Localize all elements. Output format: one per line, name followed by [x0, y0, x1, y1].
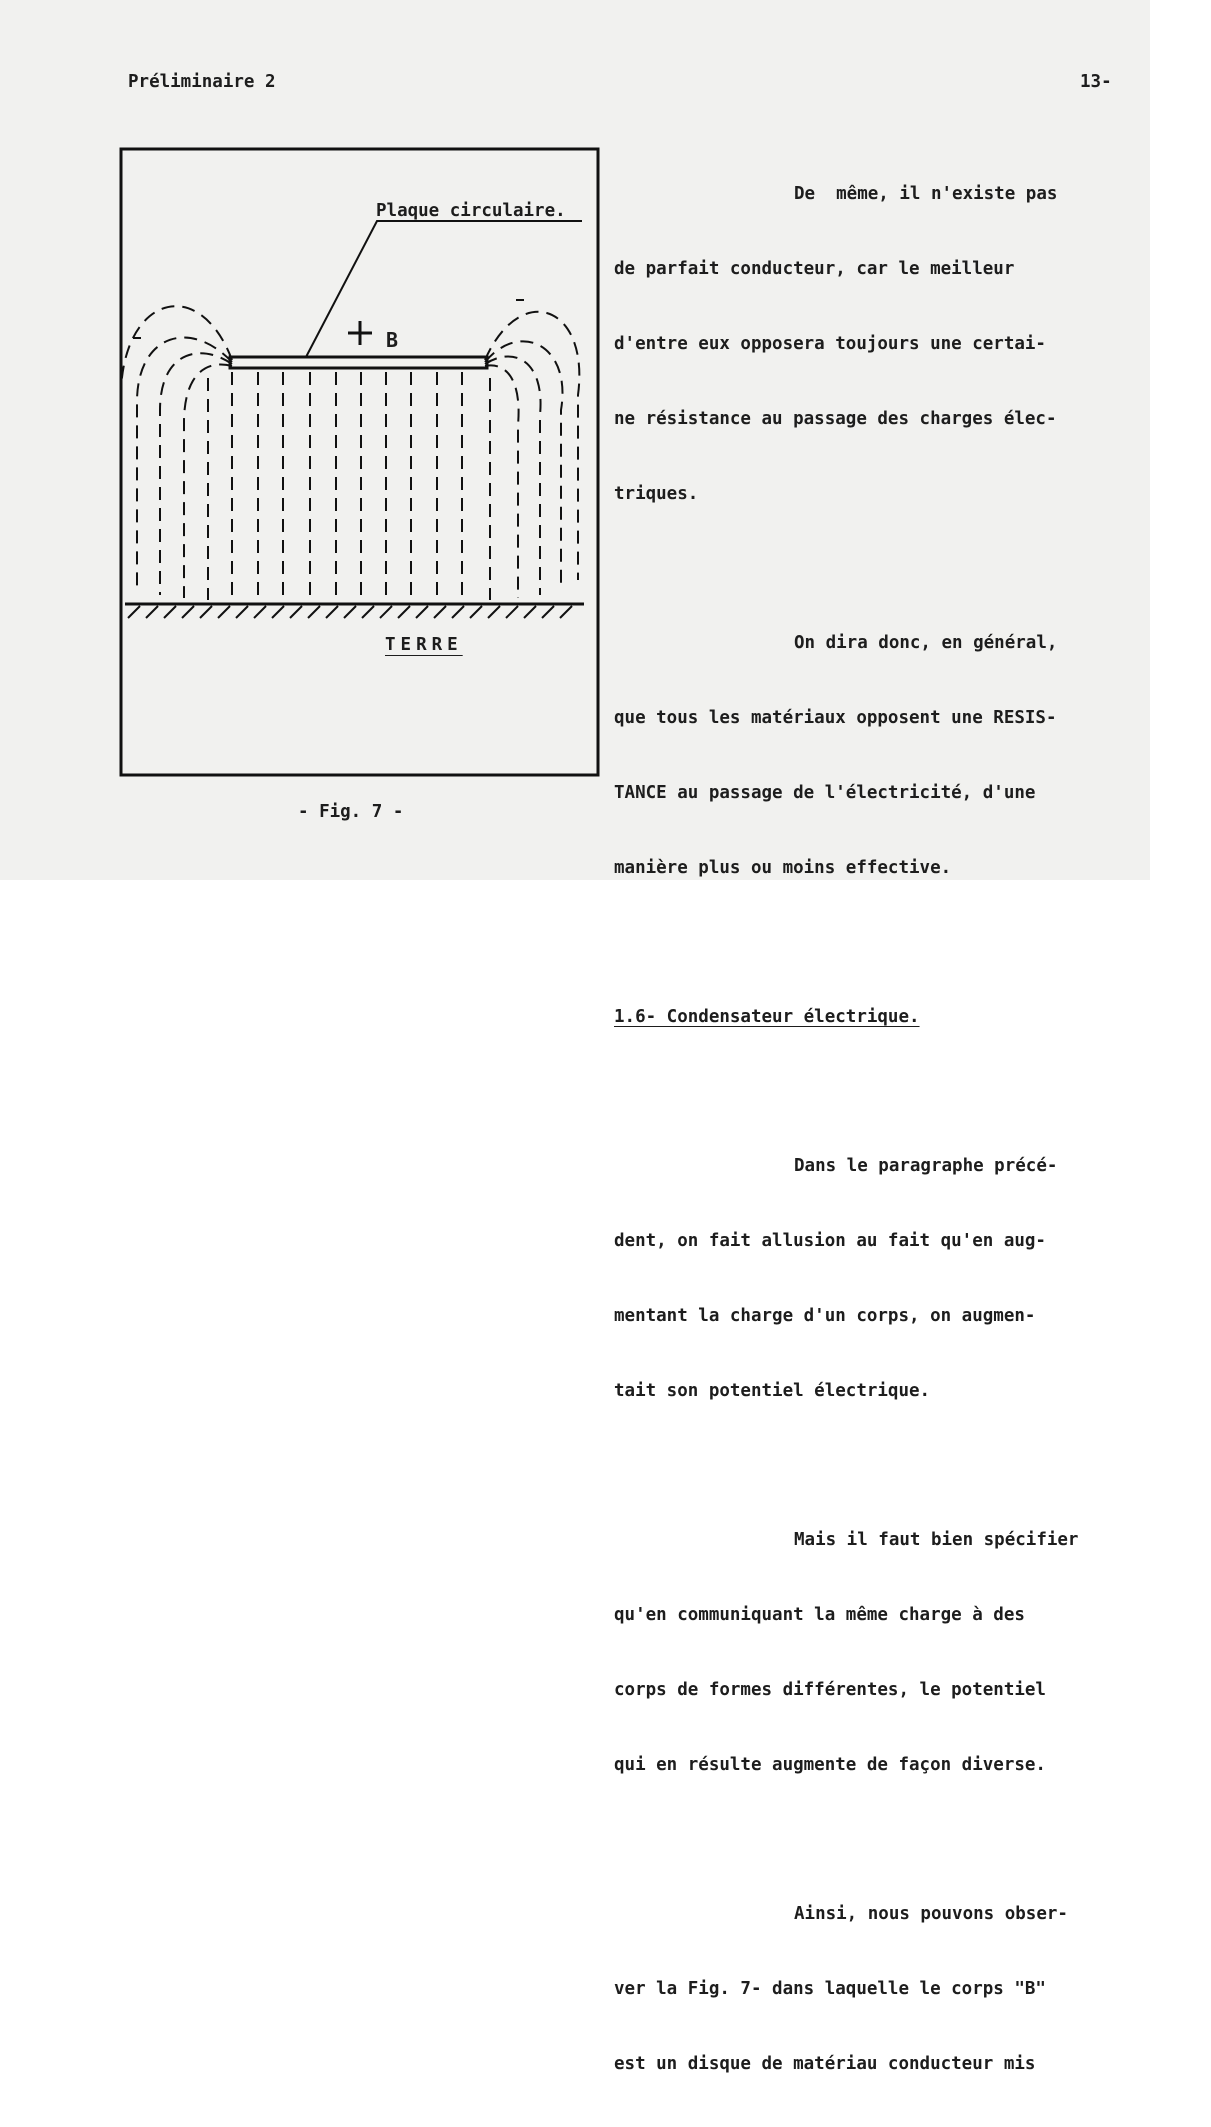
- text-line: qu'en communiquant la même charge à des: [614, 1605, 1025, 1625]
- text-line: corps de formes différentes, le potentiel: [614, 1680, 1046, 1700]
- plate-leader-line: [306, 221, 582, 357]
- text-line: TANCE au passage de l'électricité, d'une: [614, 783, 1036, 803]
- ground-hatching: [128, 606, 572, 618]
- field-lines: [121, 306, 579, 600]
- text-line: De même, il n'existe pas: [794, 184, 1058, 204]
- text-line: tait son potentiel électrique.: [614, 1381, 931, 1401]
- text-line: dent, on fait allusion au fait qu'en aug-: [614, 1231, 1046, 1251]
- text-line: est un disque de matériau conducteur mis: [614, 2054, 1036, 2074]
- text-line: ver la Fig. 7- dans laquelle le corps "B": [614, 1979, 1046, 1999]
- text-line: mentant la charge d'un corps, on augmen-: [614, 1306, 1036, 1326]
- text-line: d'entre eux opposera toujours une certai-: [614, 334, 1046, 354]
- section-heading: 1.6- Condensateur électrique.: [614, 1007, 920, 1027]
- text-line: Dans le paragraphe précé-: [794, 1156, 1058, 1176]
- text-line: Ainsi, nous pouvons obser-: [794, 1904, 1068, 1924]
- circular-plate: [230, 357, 487, 368]
- body-b-label: B: [386, 328, 399, 352]
- text-line: ne résistance au passage des charges élec-: [614, 409, 1057, 429]
- page-number: 13-: [1080, 72, 1112, 92]
- text-line: de parfait conducteur, car le meilleur: [614, 259, 1015, 279]
- header-title: Préliminaire 2: [128, 72, 276, 92]
- text-line: Mais il faut bien spécifier: [794, 1530, 1079, 1550]
- plate-label: Plaque circulaire.: [376, 201, 566, 221]
- text-line: manière plus ou moins effective.: [614, 858, 952, 878]
- text-line: qui en résulte augmente de façon diverse.: [614, 1755, 1046, 1775]
- text-line: On dira donc, en général,: [794, 633, 1058, 653]
- ground-label: TERRE: [385, 635, 463, 655]
- figure-frame: [121, 149, 598, 775]
- text-line: triques.: [614, 484, 699, 504]
- text-line: que tous les matériaux opposent une RESIS-: [614, 708, 1057, 728]
- body-text-column: [614, 132, 1078, 2127]
- plus-sign: [348, 321, 372, 345]
- figure-caption: - Fig. 7 -: [298, 802, 404, 822]
